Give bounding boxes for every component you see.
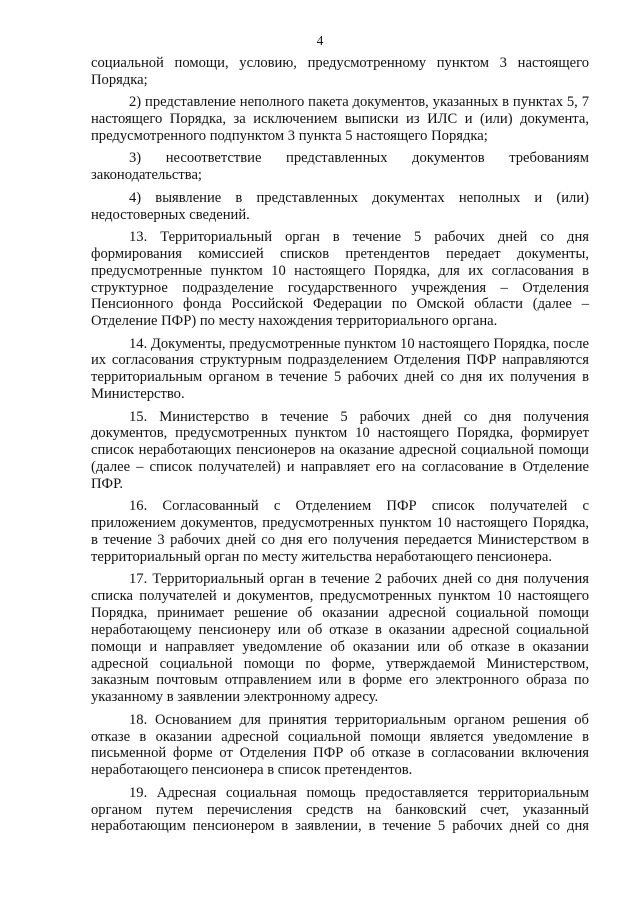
paragraph-17: 17. Территориальный орган в течение 2 рабочих дней со дня получения списка получателей и документов, предусмотренных пунктом 10 настоящего Порядка, принимает решение об оказании адресной социальной помощи неработающему пенсионеру или об отказе в оказании адресной социальной помощи и направляет уведомление об оказании или об отказе в оказании адресной социальной помощи по форме, утверждаемой Министерством, заказным почтовым отправлением или в форме его электронного образа по указанному в заявлении электронному адресу.	[91, 571, 589, 706]
page-number: 4	[316, 33, 324, 48]
paragraph-19: 19. Адресная социальная помощь предоставляется территориальным органом путем перечисления средств на банковский счет, указанный неработающим пенсионером в заявлении, в течение 5 рабочих дней со дня	[91, 784, 589, 835]
paragraph-continuation: социальной помощи, условию, предусмотренному пунктом 3 настоящего Порядка;	[91, 55, 589, 88]
document-body	[91, 55, 589, 835]
paragraph-13: 13. Территориальный орган в течение 5 рабочих дней со дня формирования комиссией списков претендентов передает документы, предусмотренные пунктом 10 настоящего Порядка, для их согласования в структурное подразделение государственного учреждения – Отделения Пенсионного фонда Российской Федерации по Омской области (далее – Отделение ПФР) по месту нахождения территориального органа.	[91, 228, 589, 330]
paragraph-item-4: 4) выявление в представленных документах неполных и (или) недостоверных сведений.	[91, 189, 589, 223]
paragraph-16: 16. Согласованный с Отделением ПФР список получателей с приложением документов, предусмотренных пунктом 10 настоящего Порядка, в течение 3 рабочих дней со дня его получения передается Министерством в территориальный орган по месту жительства неработающего пенсионера.	[91, 498, 589, 565]
paragraph-15: 15. Министерство в течение 5 рабочих дней со дня получения документов, предусмотренных пунктом 10 настоящего Порядка, формирует список неработающих пенсионеров на оказание адресной социальной помощи (далее – список получателей) и направляет его на согласование в Отделение ПФР.	[91, 408, 589, 492]
paragraph-14: 14. Документы, предусмотренные пунктом 10 настоящего Порядка, после их согласования структурным подразделением Отделения ПФР направляются территориальным органом в течение 5 рабочих дней со дня их получения в Министерство.	[91, 335, 589, 403]
paragraph-item-2: 2) представление неполного пакета документов, указанных в пунктах 5, 7 настоящего Порядка, за исключением выписки из ИЛС и (или) документа, предусмотренного подпунктом 3 пункта 5 настоящего Порядка;	[91, 94, 589, 144]
paragraph-item-3: 3) несоответствие представленных документов требованиям законодательства;	[91, 150, 589, 184]
paragraph-18: 18. Основанием для принятия территориальным органом решения об отказе в оказании адресной социальной помощи является уведомление в письменной форме от Отделения ПФР об отказе в согласовании включения неработающего пенсионера в список претендентов.	[91, 711, 589, 779]
